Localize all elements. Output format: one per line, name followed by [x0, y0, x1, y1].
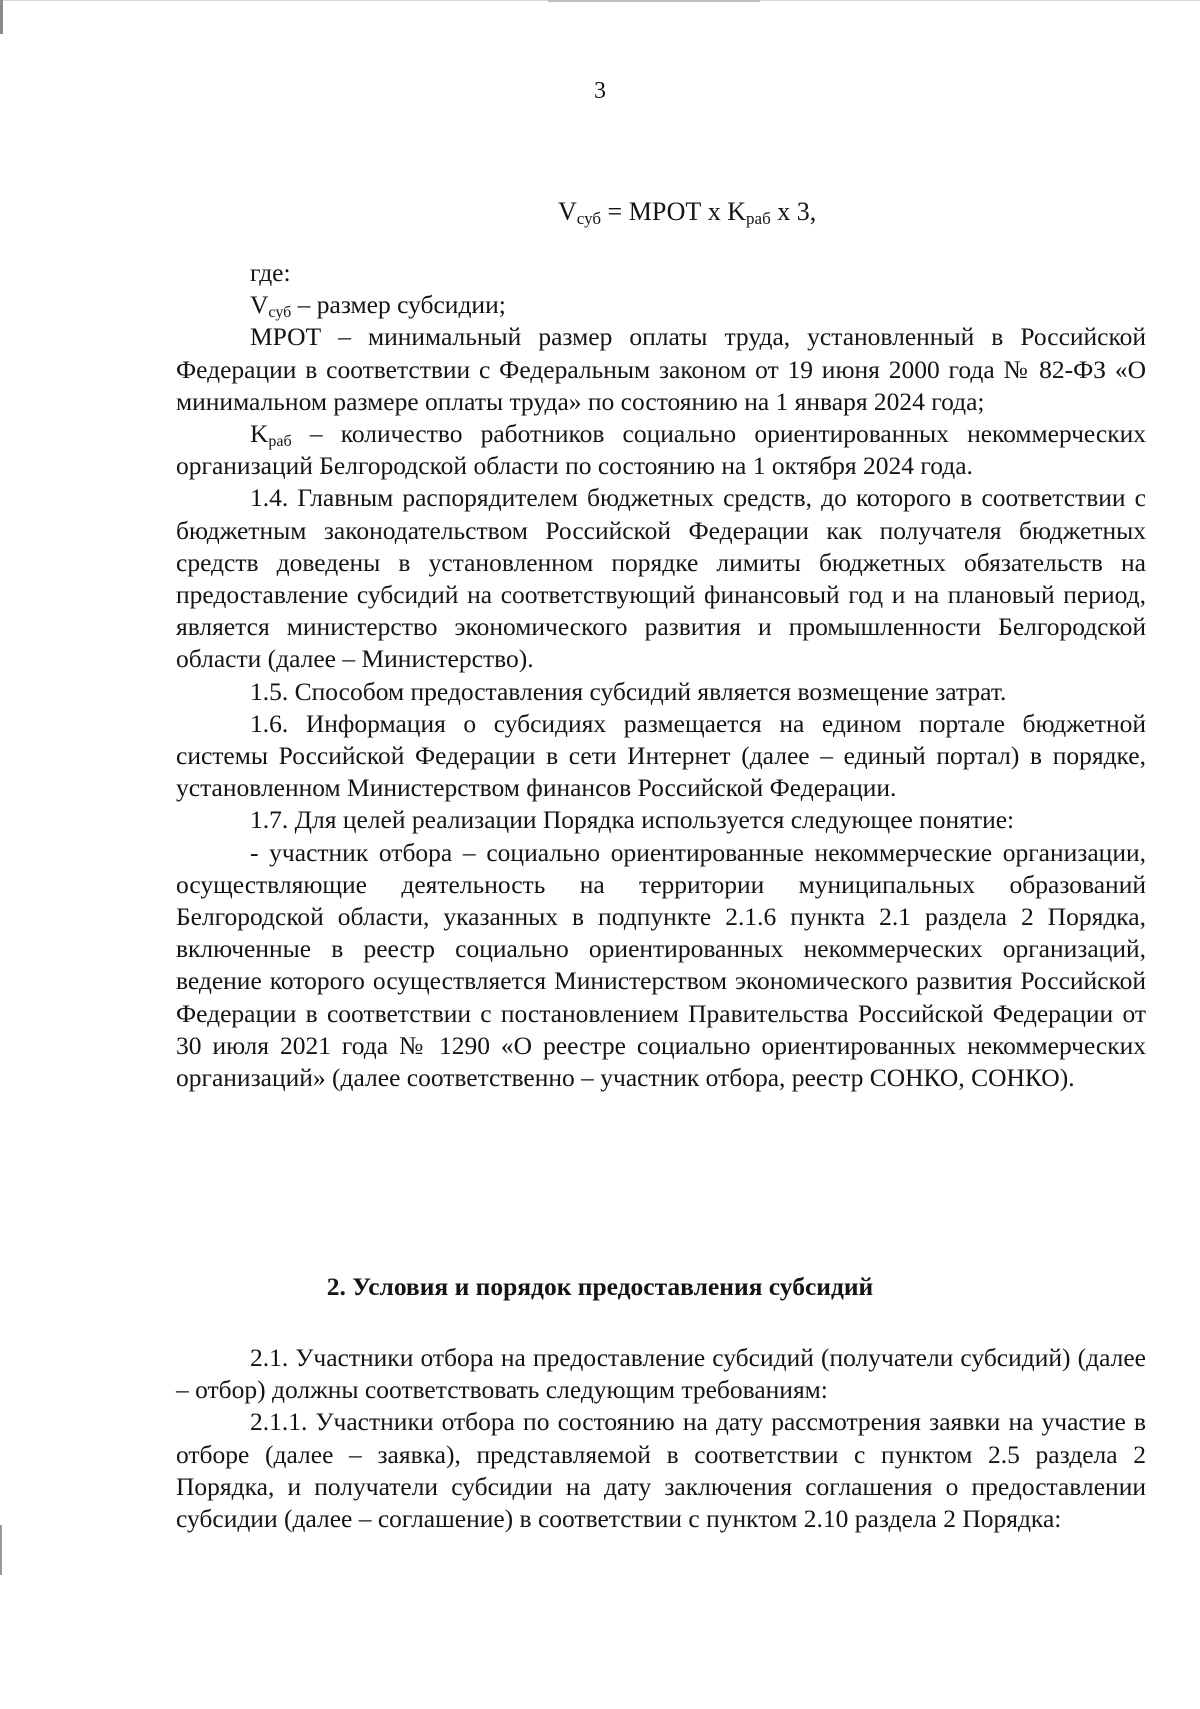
subsidy-formula — [558, 197, 816, 227]
definition-k-symbol: K — [250, 419, 269, 449]
page-number: 3 — [594, 78, 606, 104]
definition-v-subscript: суб — [268, 304, 292, 322]
paragraph-1-7: 1.7. Для целей реализации Порядка используется следующее понятие: — [250, 805, 1015, 835]
definition-v-text: – размер субсидии; — [291, 290, 506, 320]
scan-artifact-left-top — [0, 0, 3, 34]
formula-lhs-subscript: суб — [576, 209, 602, 228]
paragraph-1-7-item: - участник отбора – социально ориентированные некоммерческие организации, осуществляющие деятельность на территории муниципальных образований Белгородской области, указанных в подпункте 2.1.6 пункта 2.1 раздела 2 Порядка, включенные в реестр социально ориентированных некоммерческих организаций, ведение которого осуществляется Министерством экономического развития Российской Федерации в соответствии с постановлением Правительства Российской Федерации от 30 июля 2021 года № 1290 «О реестре социально ориентированных некоммерческих организаций» (далее соответственно – участник отбора, реестр СОНКО, СОНКО). — [176, 837, 1146, 1093]
document-body — [176, 257, 1146, 1094]
definition-v-symbol: V — [250, 290, 269, 320]
definition-k — [176, 418, 1146, 482]
formula-tail: х 3, — [770, 197, 817, 226]
scan-artifact-top — [548, 0, 760, 2]
definition-k-subscript: раб — [268, 433, 292, 451]
scan-artifact-left-bottom — [0, 1525, 2, 1575]
section-2-body — [176, 1342, 1146, 1535]
paragraph-2-1-1: 2.1.1. Участники отбора по состоянию на дату рассмотрения заявки на участие в отборе (далее – заявка), представляемой в соответствии с пунктом 2.5 раздела 2 Порядка, и получатели субсидии на дату заключения соглашения о предоставлении субсидии (далее – соглашение) в соответствии с пунктом 2.10 раздела 2 Порядка: — [176, 1407, 1146, 1534]
where-label: где: — [250, 258, 291, 287]
paragraph-1-4: 1.4. Главным распорядителем бюджетных средств, до которого в соответствии с бюджетным законодательством Российской Федерации как получателя бюджетных средств доведены в установленном порядке лимиты бюджетных обязательств на предоставление субсидий на соответствующий финансовый год и на плановый период, является министерство экономического развития и промышленности Белгородской области (далее – Министерство). — [176, 483, 1146, 674]
paragraph-1-5: 1.5. Способом предоставления субсидий является возмещение затрат. — [250, 676, 1007, 706]
formula-k-subscript: раб — [746, 209, 771, 228]
definition-k-text: – количество работников социально ориентированных некоммерческих организаций Белгородской области по состоянию на 1 октября 2024 года. — [176, 419, 1146, 481]
definition-v — [176, 289, 1146, 321]
formula-mid: = МРОТ х K — [601, 197, 747, 226]
paragraph-2-1: 2.1. Участники отбора на предоставление субсидий (получатели субсидий) (далее – отбор) должны соответствовать следующим требованиям: — [176, 1343, 1146, 1405]
section-2-heading: 2. Условия и порядок предоставления субсидий — [326, 1272, 874, 1301]
formula-lhs: V — [558, 197, 577, 226]
paragraph-1-6: 1.6. Информация о субсидиях размещается на едином портале бюджетной системы Российской Федерации в сети Интернет (далее – единый портал) в порядке, установленном Министерством финансов Российской Федерации. — [176, 708, 1146, 803]
definition-mrot: МРОТ – минимальный размер оплаты труда, установленный в Российской Федерации в соответствии с Федеральным законом от 19 июня 2000 года № 82-ФЗ «О минимальном размере оплаты труда» по состоянию на 1 января 2024 года; — [176, 322, 1146, 416]
